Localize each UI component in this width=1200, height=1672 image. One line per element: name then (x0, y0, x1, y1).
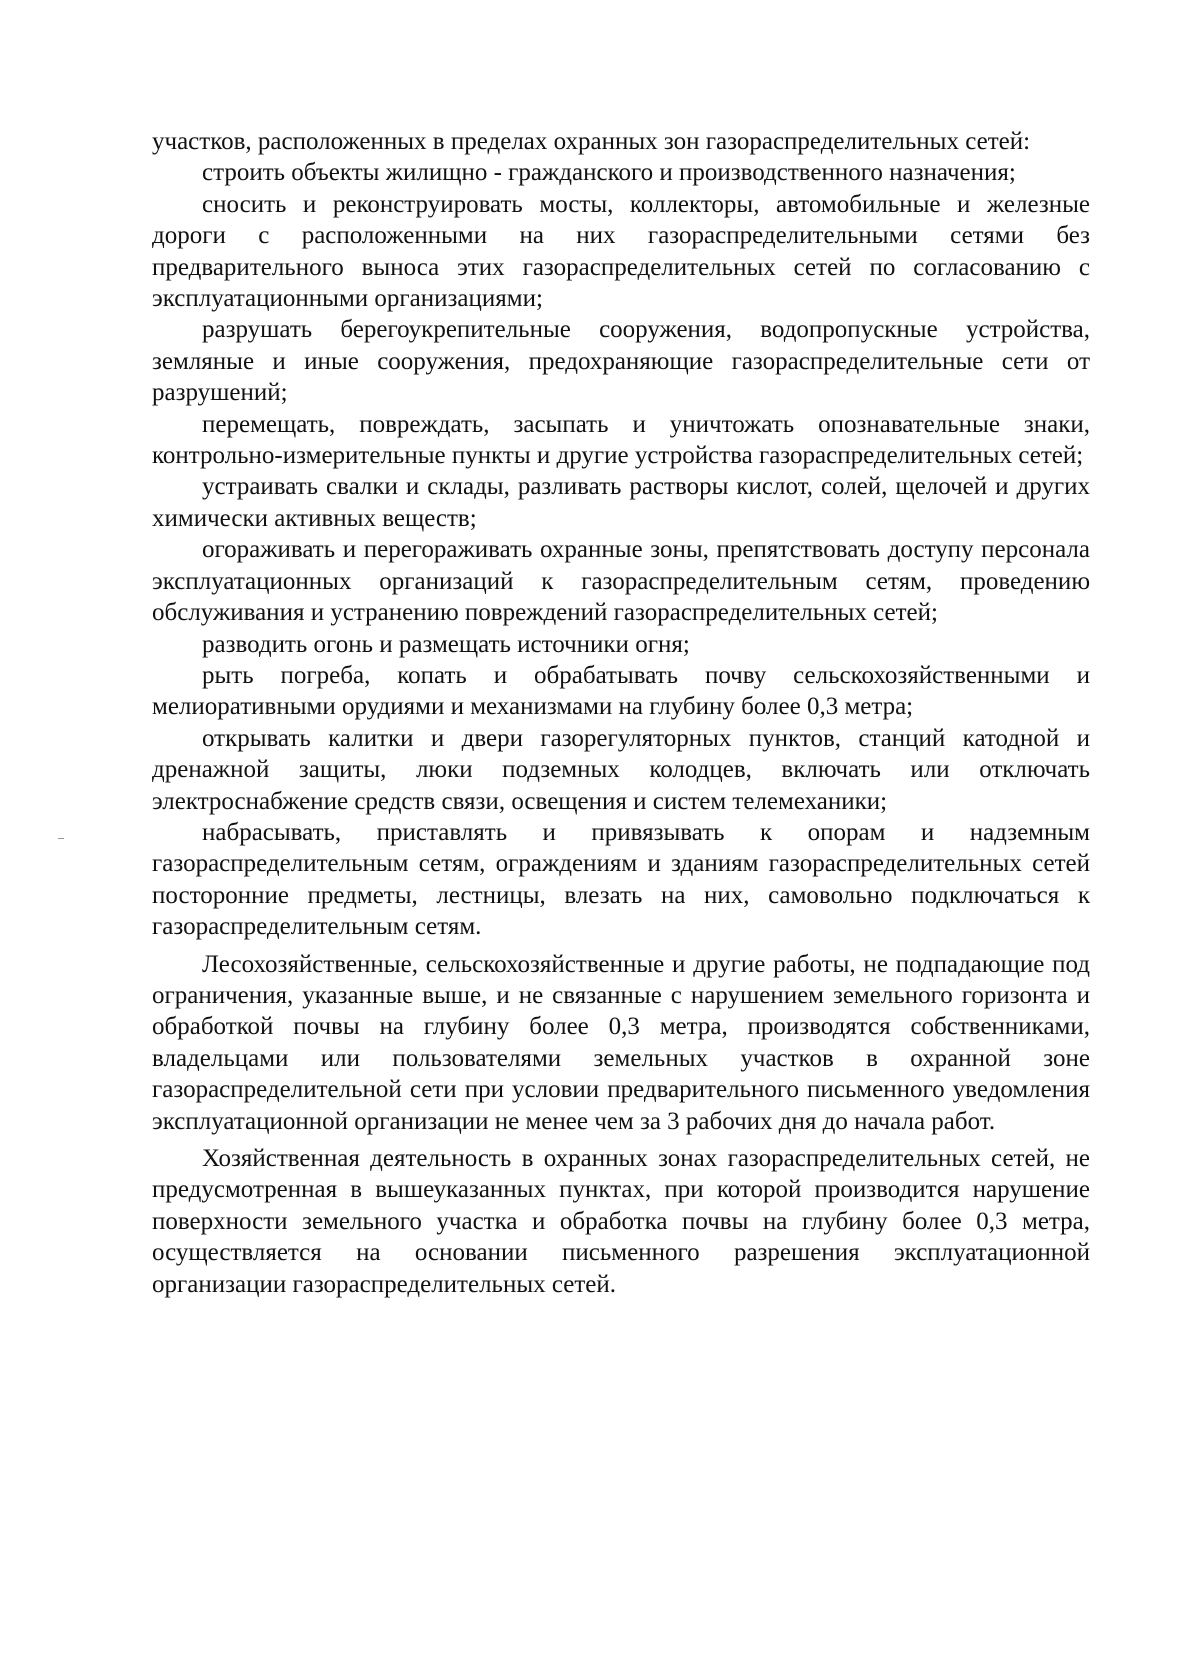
paragraph-item-signs: перемещать, повреждать, засыпать и уничтожать опознавательные знаки, контрольно-измерительные пункты и другие устройства газораспределительных сетей; (152, 410, 1090, 470)
paragraph-item-demolish: сносить и реконструировать мосты, коллекторы, автомобильные и железные дороги с расположенными на них газораспределительными сетями без предварительного выноса этих газораспределительных сетей по согласованию с эксплуатационными организациями; (152, 190, 1090, 313)
paragraph-item-destroy-structures: разрушать берегоукрепительные сооружения, водопропускные устройства, земляные и иные сооружения, предохраняющие газораспределительные сети от разрушений; (152, 316, 1090, 407)
paragraph-continuation: участков, расположенных в пределах охранных зон газораспределительных сетей: (152, 128, 1031, 155)
document-body (152, 126, 1090, 1300)
paragraph-item-digging: рыть погреба, копать и обрабатывать почву сельскохозяйственными и мелиоративными орудиями и механизмами на глубину более 0,3 метра; (152, 661, 1090, 721)
paragraph-item-fire: разводить огонь и размещать источники огня; (202, 630, 690, 658)
paragraph-item-objects: набрасывать, приставлять и привязывать к опорам и надземным газораспределительным сетям, ограждениям и зданиям газораспределительных сетей посторонние предметы, лестницы, влезать на них, самовольно подключаться к газораспределительным сетям. (152, 818, 1090, 941)
paragraph-economic-activity: Хозяйственная деятельность в охранных зонах газораспределительных сетей, не предусмотренная в вышеуказанных пунктах, при которой производится нарушение поверхности земельного участка и обработка почвы на глубину более 0,3 метра, осуществляется на основании письменного разрешения эксплуатационной организации газораспределительных сетей. (152, 1145, 1090, 1298)
paragraph-item-fencing: огораживать и перегораживать охранные зоны, препятствовать доступу персонала эксплуатационных организаций к газораспределительным сетям, проведению обслуживания и устранению повреждений газораспределительных сетей; (152, 536, 1090, 627)
scan-speck (58, 838, 64, 839)
paragraph-item-build: строить объекты жилищно - гражданского и производственного назначения; (202, 159, 1016, 187)
paragraph-forestry-works: Лесохозяйственные, сельскохозяйственные и другие работы, не подпадающие под ограничения, указанные выше, и не связанные с нарушением земельного горизонта и обработкой почвы на глубину более 0,3 метра, производятся собственниками, владельцами или пользователями земельных участков в охранной зоне газораспределительной сети при условии предварительного письменного уведомления эксплуатационной организации не менее чем за 3 рабочих дня до начала работ. (152, 950, 1090, 1135)
paragraph-item-doors: открывать калитки и двери газорегуляторных пунктов, станций катодной и дренажной защиты, люки подземных колодцев, включать или отключать электроснабжение средств связи, освещения и систем телемеханики; (152, 724, 1090, 815)
paragraph-item-dumps: устраивать свалки и склады, разливать растворы кислот, солей, щелочей и других химически активных веществ; (152, 473, 1090, 532)
